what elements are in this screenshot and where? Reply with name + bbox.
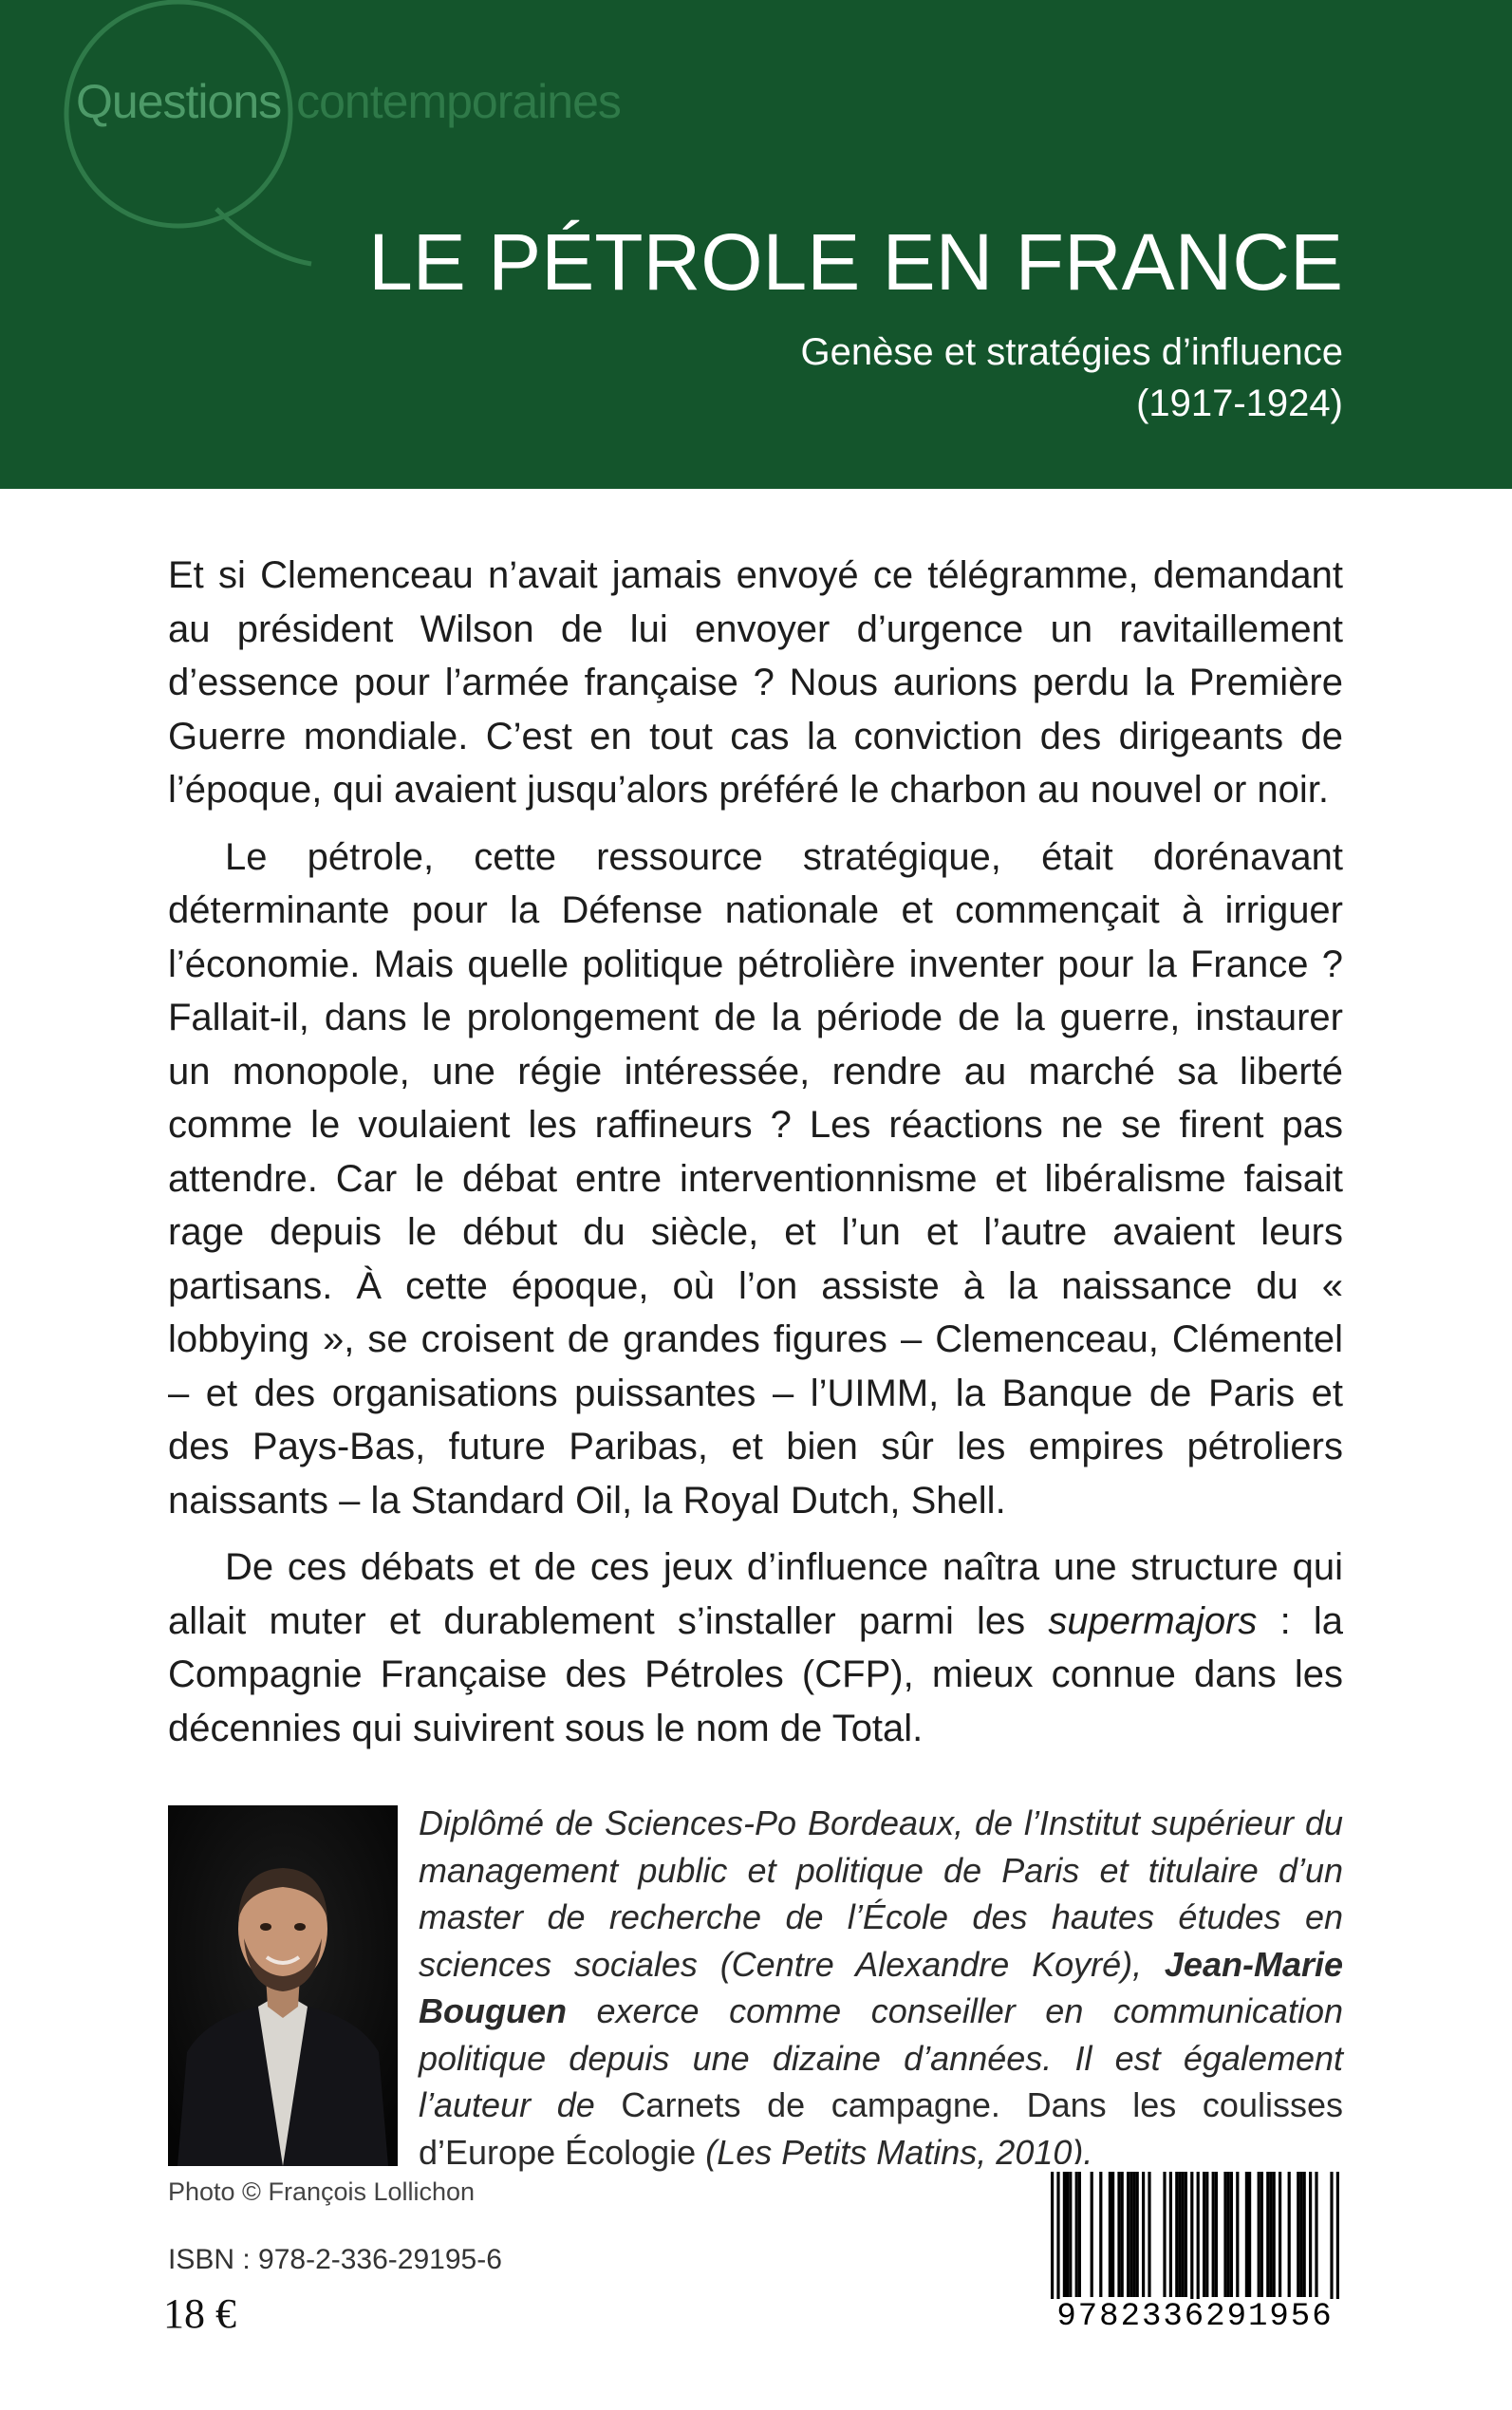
barcode-bar [1175, 2172, 1178, 2297]
barcode-bar [1148, 2172, 1150, 2297]
barcode-bar [1111, 2172, 1114, 2297]
barcode-bar [1063, 2172, 1066, 2297]
price: 18 € [163, 2290, 236, 2337]
isbn: ISBN : 978-2-336-29195-6 [168, 2244, 502, 2275]
q-monogram-icon [36, 0, 321, 294]
barcode-bar [1245, 2172, 1248, 2297]
summary-p3-text: De ces débats et de ces jeux d’influence naîtra une structure qui allait muter et durablement s’installer parmi les [168, 1546, 1343, 1642]
book-title: LE PÉTROLE EN FRANCE [368, 217, 1343, 307]
barcode-bar [1212, 2172, 1215, 2297]
author-name: Jean-Marie Bouguen [419, 1944, 1343, 2030]
barcode-bar [1336, 2172, 1339, 2314]
barcode-bar [1269, 2172, 1272, 2297]
barcode-bar [1309, 2172, 1312, 2297]
previous-book-title: Carnets de campagne. Dans les coulisses d’Europe Écologie [419, 2085, 1343, 2172]
subtitle-dates: (1917-1924) [1136, 383, 1343, 424]
bio-text-2: exerce comme conseiller en communication politique depuis une dizaine d’années. Il est également l’auteur de [419, 1991, 1343, 2124]
back-cover-summary [168, 549, 1343, 1768]
barcode-bar [1066, 2172, 1069, 2297]
barcode-bar [1279, 2172, 1281, 2297]
barcode-bar [1069, 2172, 1072, 2297]
barcode-bar [1288, 2172, 1291, 2297]
barcode-bar [1169, 2172, 1172, 2297]
barcode-bar [1056, 2172, 1059, 2314]
subtitle-line: Genèse et stratégies d’influence [800, 331, 1343, 373]
cover-header-band [0, 0, 1512, 489]
barcode-bar [1303, 2172, 1306, 2297]
book-subtitle [801, 327, 1343, 429]
barcode-bar [1075, 2172, 1078, 2297]
barcode-bar [1260, 2172, 1263, 2297]
barcode-bar [1236, 2172, 1239, 2297]
barcode-bar [1273, 2172, 1276, 2297]
barcode-bar [1078, 2172, 1081, 2297]
barcode-bar [1258, 2172, 1260, 2297]
barcode-bar [1227, 2172, 1230, 2297]
barcode-bar [1132, 2172, 1135, 2297]
author-biography [419, 1800, 1343, 2176]
barcode-bar [1178, 2172, 1181, 2297]
barcode-icon [1050, 2164, 1340, 2375]
barcode-bar [1248, 2172, 1251, 2297]
summary-paragraph-1: Et si Clemenceau n’avait jamais envoyé ce télégramme, demandant au président Wilson de lui envoyer d’urgence un ravitaillement d’essence pour l’armée française ? Nous aurions perdu la Première Guerre mondiale. C’est en tout cas la conviction des dirigeants de l’époque, qui avaient jusqu’alors préféré le charbon au nouvel or noir. [168, 554, 1343, 811]
barcode-bar [1127, 2172, 1129, 2297]
barcode-digits: 9782336291956 [1048, 2299, 1342, 2335]
barcode-bar [1205, 2172, 1208, 2297]
bio-text: Diplômé de Sciences-Po Bordeaux, de l’Institut supérieur du management public et politique de Paris et titulaire d’un master de recherche de l’École des hautes études en sciences sociales (Centre Alexandre Koyré), [419, 1803, 1343, 1984]
series-word-contemporaines: contemporaines [296, 75, 621, 128]
author-portrait-icon [168, 1805, 398, 2166]
barcode-bar [1109, 2172, 1111, 2297]
barcode-bar [1136, 2172, 1139, 2297]
barcode-bar [1117, 2172, 1120, 2297]
barcode-bar [1203, 2172, 1205, 2297]
summary-p3-text-end: : la Compagnie Française des Pétroles (CFP), mieux connue dans les décennies qui suivirent sous le nom de Total. [168, 1599, 1343, 1749]
barcode-bar [1142, 2172, 1145, 2297]
barcode-bar [1197, 2172, 1200, 2314]
photo-credit: Photo © François Lollichon [168, 2177, 476, 2206]
summary-paragraph-2: Le pétrole, cette ressource stratégique, était dorénavant déterminante pour la Défense nationale et commençait à irriguer l’économie. Mais quelle politique pétrolière inventer pour la France ? Fallait-il, dans le prolongement de la période de la guerre, instaurer un monopole, une régie intéressée, rendre au marché sa liberté comme le voulaient les raffineurs ? Les réactions ne se firent pas attendre. Car le débat entre interventionnisme et libéralisme faisait rage depuis le début du siècle, et l’un et l’autre avaient leurs partisans. À cette époque, où l’on assiste à la naissance du « lobbying », se croisent de grandes figures – Clemenceau, Clémentel – et des organisations puissantes – l’UIMM, la Banque de Paris et des Pays-Bas, future Paribas, et bien sûr les empires pétroliers naissants – la Standard Oil, la Royal Dutch, Shell. [168, 835, 1343, 1522]
series-word-questions: Questions [76, 75, 282, 128]
barcode-bar [1297, 2172, 1299, 2297]
barcode-bar [1099, 2172, 1102, 2297]
barcode-bar [1266, 2172, 1269, 2297]
barcode-bar [1330, 2172, 1333, 2314]
barcode-bar [1299, 2172, 1302, 2297]
barcode-bar [1163, 2172, 1166, 2297]
barcode-bar [1121, 2172, 1124, 2297]
barcode-bar [1091, 2172, 1093, 2297]
barcode-bar [1185, 2172, 1187, 2297]
summary-paragraph-3 [168, 1541, 1343, 1755]
barcode-bar [1051, 2172, 1054, 2314]
barcode-bar [1182, 2172, 1185, 2297]
previous-book-publisher: (Les Petits Matins, 2010). [696, 2132, 1093, 2172]
barcode-bar [1190, 2172, 1193, 2314]
barcode-bar [1223, 2172, 1226, 2297]
barcode-bar [1230, 2172, 1233, 2297]
author-photo [168, 1805, 398, 2166]
series-name [76, 74, 621, 129]
summary-p3-italic: supermajors [1048, 1599, 1258, 1642]
barcode-bar [1129, 2172, 1132, 2297]
barcode-bar [1215, 2172, 1218, 2297]
barcode-bar [1315, 2172, 1317, 2297]
